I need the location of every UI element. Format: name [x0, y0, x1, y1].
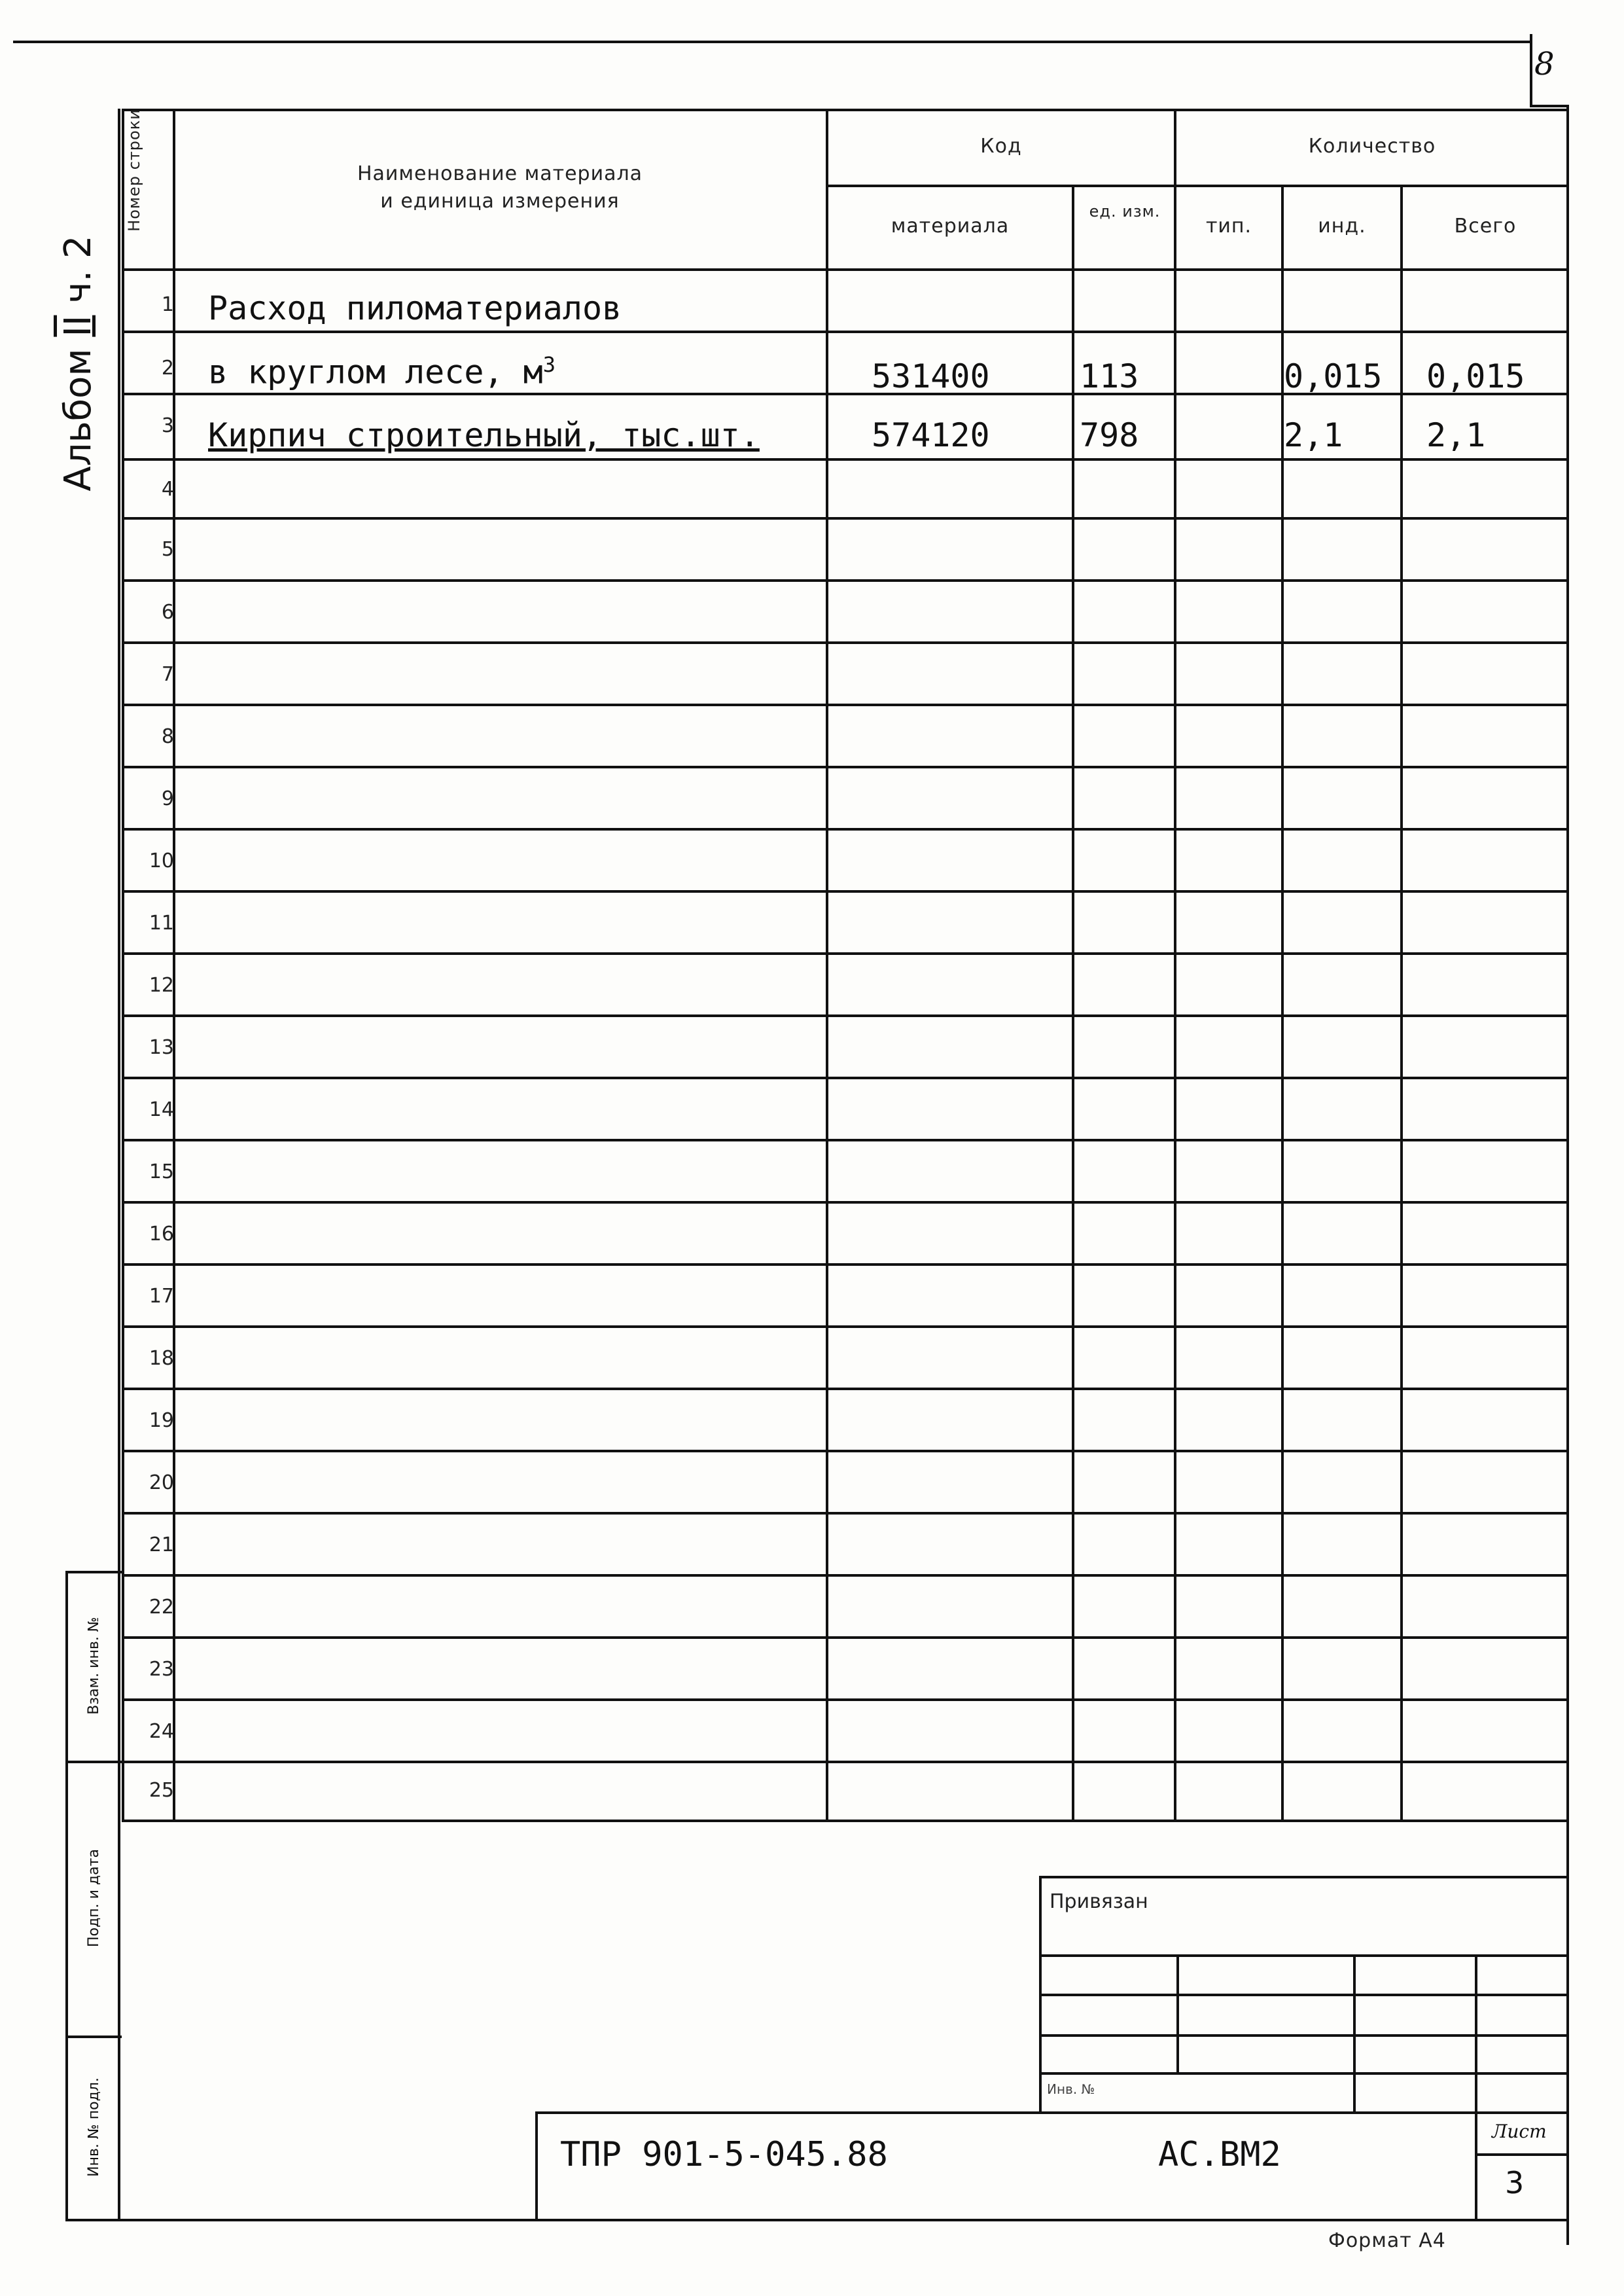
row-line [122, 828, 1568, 831]
row-number: 6 [161, 601, 174, 624]
header-qty-total: Всего [1454, 215, 1517, 238]
title-inv-small: Инв. № [1047, 2081, 1095, 2097]
title-grid-line-2 [1039, 1994, 1568, 1996]
format-label: Формат А4 [1328, 2229, 1446, 2252]
frame-right-line [1566, 105, 1569, 2245]
row-number: 24 [149, 1720, 174, 1743]
row3-code: 574120 [872, 416, 990, 454]
header-sub-line [826, 185, 1568, 187]
frame-top-right-tick [1530, 34, 1532, 107]
title-project-code: ТПР 901-5-045.88 [560, 2135, 888, 2174]
header-name-line1: Наименование материала [357, 162, 643, 185]
row-number: 22 [149, 1596, 174, 1619]
frame-top-line [13, 41, 1531, 43]
row-line [122, 1761, 1568, 1763]
title-grid-line-4 [1039, 2072, 1568, 2075]
row3-ind: 2,1 [1284, 416, 1343, 454]
album-label [56, 232, 101, 494]
row-number: 14 [149, 1098, 174, 1121]
row2-name [208, 352, 556, 391]
stamp-sign-date: Подп. и дата [86, 1849, 102, 1947]
row-number: 11 [149, 912, 174, 935]
header-code-unit: ед. изм. [1089, 202, 1161, 221]
header-code-material: материала [891, 215, 1010, 238]
row-line [122, 766, 1568, 768]
row1-name: Расход пиломатериалов [208, 289, 622, 327]
header-qty-ind: инд. [1318, 215, 1366, 238]
row-number: 5 [161, 538, 174, 561]
row-number: 7 [161, 663, 174, 686]
row-line [122, 1698, 1568, 1701]
row-number: 23 [149, 1658, 174, 1681]
header-top-line [122, 109, 1568, 111]
row-line [122, 517, 1568, 520]
row2-total: 0,015 [1426, 357, 1525, 395]
album-numeral: II [57, 315, 99, 337]
row-number: 15 [149, 1160, 174, 1183]
row-line [122, 1388, 1568, 1390]
row-number: 18 [149, 1347, 174, 1370]
title-grid-line-3 [1039, 2034, 1568, 2037]
row-line [122, 579, 1568, 582]
row-line [122, 1263, 1568, 1266]
title-main-top [535, 2111, 1568, 2114]
row-line [122, 1201, 1568, 1204]
title-sheet-number: 3 [1505, 2165, 1525, 2200]
row-line [122, 704, 1568, 706]
row-line [122, 1574, 1568, 1577]
row-line [122, 1820, 1568, 1822]
header-quantity: Количество [1308, 135, 1436, 158]
row-number: 1 [161, 293, 174, 316]
row-number: 8 [161, 725, 174, 748]
header-code: Код [980, 135, 1022, 158]
title-sheet-divider [1475, 2153, 1568, 2156]
row2-name-superscript: 3 [542, 352, 556, 377]
album-word: Альбом [57, 348, 99, 492]
title-grid-line-1 [1039, 1954, 1568, 1957]
row3-name: Кирпич строительный, тыс.шт. [208, 416, 760, 454]
row-number: 13 [149, 1036, 174, 1059]
row-number: 2 [161, 357, 174, 380]
page-number: 8 [1534, 46, 1555, 82]
row-number: 25 [149, 1779, 174, 1802]
row-line [122, 1077, 1568, 1079]
title-grid-col-2 [1353, 1954, 1356, 2111]
row-line [122, 1636, 1568, 1639]
row-number: 21 [149, 1534, 174, 1556]
title-grid-col-1 [1176, 1954, 1179, 2072]
row2-code: 531400 [872, 357, 990, 395]
col-line-code-right [1174, 109, 1176, 1820]
row3-unit: 798 [1080, 416, 1139, 454]
header-qty-typ: тип. [1205, 215, 1252, 238]
row-line [122, 458, 1568, 461]
row2-unit: 113 [1080, 357, 1139, 395]
header-row-number: Номер строки [125, 109, 143, 232]
stamp-left-line [65, 1571, 68, 2219]
header-bottom-line [122, 268, 1568, 271]
header-name-line2: и единица измерения [380, 190, 620, 213]
title-sheet-label: Лист [1492, 2121, 1547, 2142]
row-line [122, 890, 1568, 893]
row-line [122, 1450, 1568, 1452]
stamp-line-2 [65, 1761, 122, 1763]
row-number: 12 [149, 974, 174, 997]
title-attached: Привязан [1050, 1890, 1148, 1913]
row-line [122, 952, 1568, 955]
row-number: 19 [149, 1409, 174, 1432]
row-number: 17 [149, 1285, 174, 1308]
album-part: ч. 2 [57, 235, 99, 304]
row-line [122, 1325, 1568, 1328]
col-line-name-right [826, 109, 828, 1820]
row-line [122, 1139, 1568, 1141]
row-line [122, 1014, 1568, 1017]
row-number: 9 [161, 787, 174, 810]
row-number: 10 [149, 850, 174, 872]
row-number: 20 [149, 1471, 174, 1494]
stamp-exchange-inv: Взам. инв. № [86, 1617, 102, 1715]
title-block-top [1039, 1876, 1568, 1878]
row-line [122, 1512, 1568, 1515]
stamp-inv-no: Инв. № подл. [86, 2077, 102, 2177]
title-doc-code: АС.ВМ2 [1158, 2135, 1281, 2174]
frame-bottom-line [118, 2219, 1568, 2221]
frame-top-right-corner [1530, 105, 1569, 107]
row2-name-text: в круглом лесе, м [208, 353, 543, 391]
title-main-left [535, 2111, 538, 2220]
row-number: 16 [149, 1223, 174, 1246]
row-line [122, 331, 1568, 333]
row3-total: 2,1 [1426, 416, 1486, 454]
title-grid-col-3 [1475, 1954, 1477, 2219]
row-line [122, 641, 1568, 644]
row2-ind: 0,015 [1284, 357, 1383, 395]
row-number: 4 [161, 478, 174, 501]
row-number: 3 [161, 414, 174, 437]
frame-left-line [118, 109, 120, 2220]
